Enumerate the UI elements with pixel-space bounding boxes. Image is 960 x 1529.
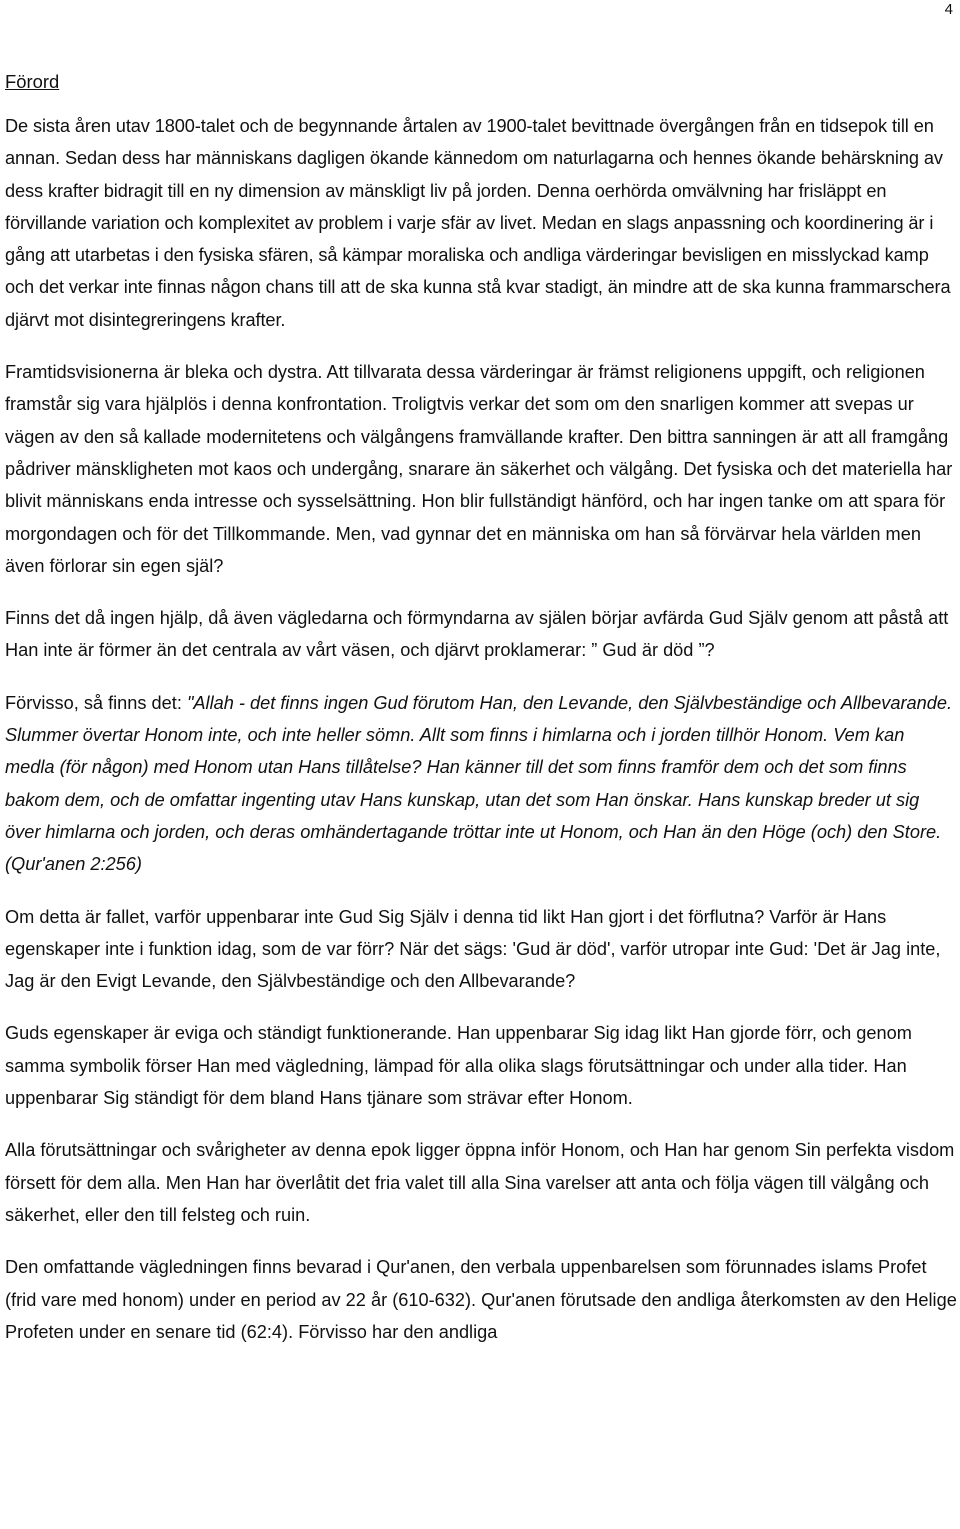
paragraph: Den omfattande vägledningen finns bevarad i Qur'anen, den verbala uppenbarelsen som förunnades islams Profet (frid vare med honom) under en period av 22 år (610-632). Qur'anen förutsade den andliga återkomsten av den Helige Profeten under en senare tid (62:4). Förvisso har den andliga [5,1257,957,1342]
paragraph: Guds egenskaper är eviga och ständigt funktionerande. Han uppenbarar Sig idag likt Han gjorde förr, och genom samma symbolik förser Han med vägledning, lämpad för alla olika slags förutsättningar och under alla tider. Han uppenbarar Sig ständigt för dem bland Hans tjänare som strävar efter Honom. [5,1023,912,1109]
paragraph: Alla förutsättningar och svårigheter av denna epok ligger öppna inför Honom, och Han har genom Sin perfekta visdom försett för dem alla. Men Han har överlåtit det fria valet till alla Sina varelser att anta och följa vägen till välgång och säkerhet, eller den till felsteg och ruin. [5,1140,955,1225]
paragraph-with-quote [5,687,957,881]
section-heading: Förord [5,71,60,92]
quote-intro: Förvisso, så finns det: [5,692,187,713]
page-number: 4 [944,1,953,18]
document-body [5,66,957,1368]
paragraph: Finns det då ingen hjälp, då även vägledarna och förmyndarna av själen börjar avfärda Gud Själv genom att påstå att Han inte är förmer än det centrala av vårt väsen, och djärvt proklamerar: ” Gud är död ”? [5,608,949,661]
paragraph: De sista åren utav 1800-talet och de begynnande årtalen av 1900-talet bevittnade övergången från en tidsepok till en annan. Sedan dess har människans dagligen ökande kännedom om naturlagarna och hennes ökande behärskning av dess krafter bidragit till en ny dimension av mänskligt liv på jorden. Denna oerhörda omvälvning har frisläppt en förvillande variation och komplexitet av problem i varje sfär av livet. Medan en slags anpassning och koordinering är i gång att utarbetas i den fysiska sfären, så kämpar moraliska och andliga värderingar bevisligen en misslyckad kamp och det verkar inte finnas någon chans till att de ska kunna stå kvar stadigt, än mindre att de ska kunna frammarschera djärvt mot disintegreringens krafter. [5,116,951,330]
paragraph: Om detta är fallet, varför uppenbarar inte Gud Sig Själv i denna tid likt Han gjort i det förflutna? Varför är Hans egenskaper inte i funktion idag, som de var förr? När det sägs: 'Gud är död', varför utropar inte Gud: 'Det är Jag inte, Jag är den Evigt Levande, den Självbeständige och den Allbevarande? [5,906,941,992]
paragraph: Framtidsvisionerna är bleka och dystra. Att tillvarata dessa värderingar är främst religionens uppgift, och religionen framstår sig vara hjälplös i denna konfrontation. Troligtvis verkar det som om den snarligen kommer att svepas ur vägen av den så kallade modernitetens och välgångens framvällande krafter. Den bittra sanningen är att all framgång pådriver mänskligheten mot kaos och undergång, snarare än säkerhet och välgång. Det fysiska och det materiella har blivit människans enda intresse och sysselsättning. Hon blir fullständigt hänförd, och har ingen tanke om att spara för morgondagen och för det Tillkommande. Men, vad gynnar det en människa om han så förvärvar hela världen men även förlorar sin egen själ? [5,362,953,576]
quran-quote: "Allah - det finns ingen Gud förutom Han, den Levande, den Självbeständige och Allbevarande. Slummer övertar Honom inte, och inte heller sömn. Allt som finns i himlarna och i jorden tillhör Honom. Vem kan medla (för någon) med Honom utan Hans tillåtelse? Han känner till det som finns framför dem och det som finns bakom dem, och de omfattar ingenting utav Hans kunskap, utan det som Han önskar. Hans kunskap breder ut sig över himlarna och jorden, och deras omhändertagande tröttar inte ut Honom, och Han än den Höge (och) den Store. (Qur'anen 2:256) [5,692,953,875]
